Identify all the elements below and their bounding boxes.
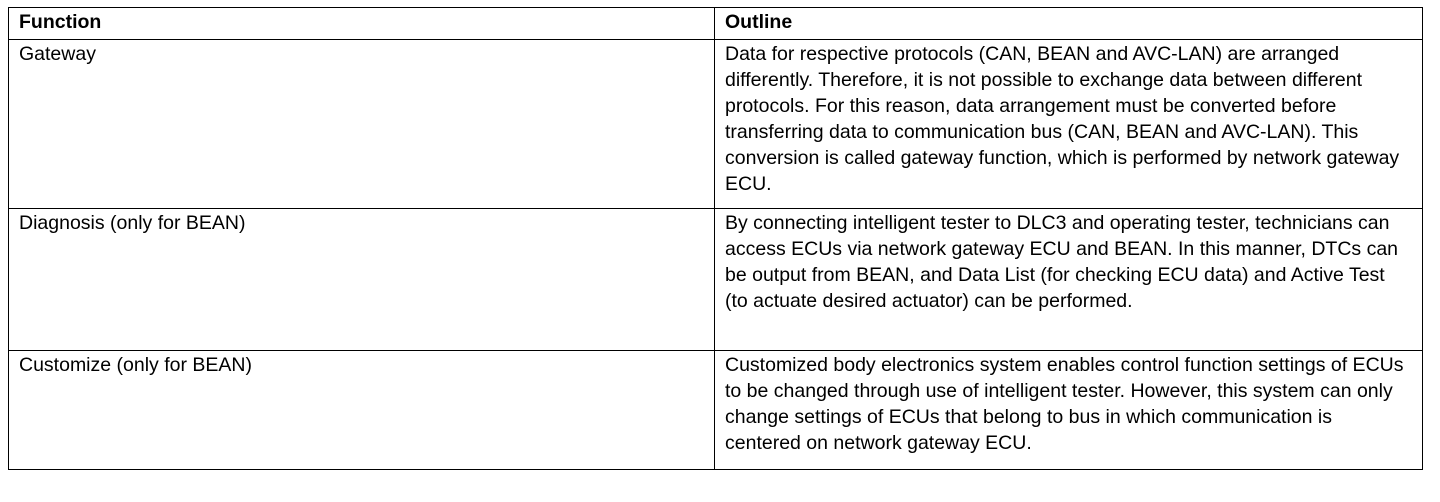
function-customize: Customize (only for BEAN) [19,354,252,376]
function-cell [9,351,715,470]
header-outline: Outline [715,8,1423,40]
function-outline-table [8,7,1423,470]
table-row [9,209,1423,351]
table-header-row [9,8,1423,40]
outline-cell [715,351,1423,470]
function-gateway: Gateway [19,43,96,65]
outline-diagnosis: By connecting intelligent tester to DLC3 and operating tester, technicians can access ECUs via network gateway ECU and BEAN. In this manner, DTCs can be output from BEAN, and Data List (for checking ECU data) and Active Test (to actuate desired actuator) can be performed. [725,212,1399,312]
function-cell [9,209,715,351]
function-diagnosis: Diagnosis (only for BEAN) [19,212,246,234]
outline-cell [715,209,1423,351]
header-function: Function [9,8,715,40]
outline-cell [715,40,1423,209]
table-row [9,40,1423,209]
outline-customize: Customized body electronics system enables control function settings of ECUs to be changed through use of intelligent tester. However, this system can only change settings of ECUs that belong to bus in which communication is centered on network gateway ECU. [725,354,1404,454]
function-cell [9,40,715,209]
table-row [9,351,1423,470]
outline-gateway: Data for respective protocols (CAN, BEAN and AVC-LAN) are arranged differently. Therefore, it is not possible to exchange data between different protocols. For this reason, data arrangement must be converted before transferring data to communication bus (CAN, BEAN and AVC-LAN). This conversion is called gateway function, which is performed by network gateway ECU. [725,43,1400,195]
